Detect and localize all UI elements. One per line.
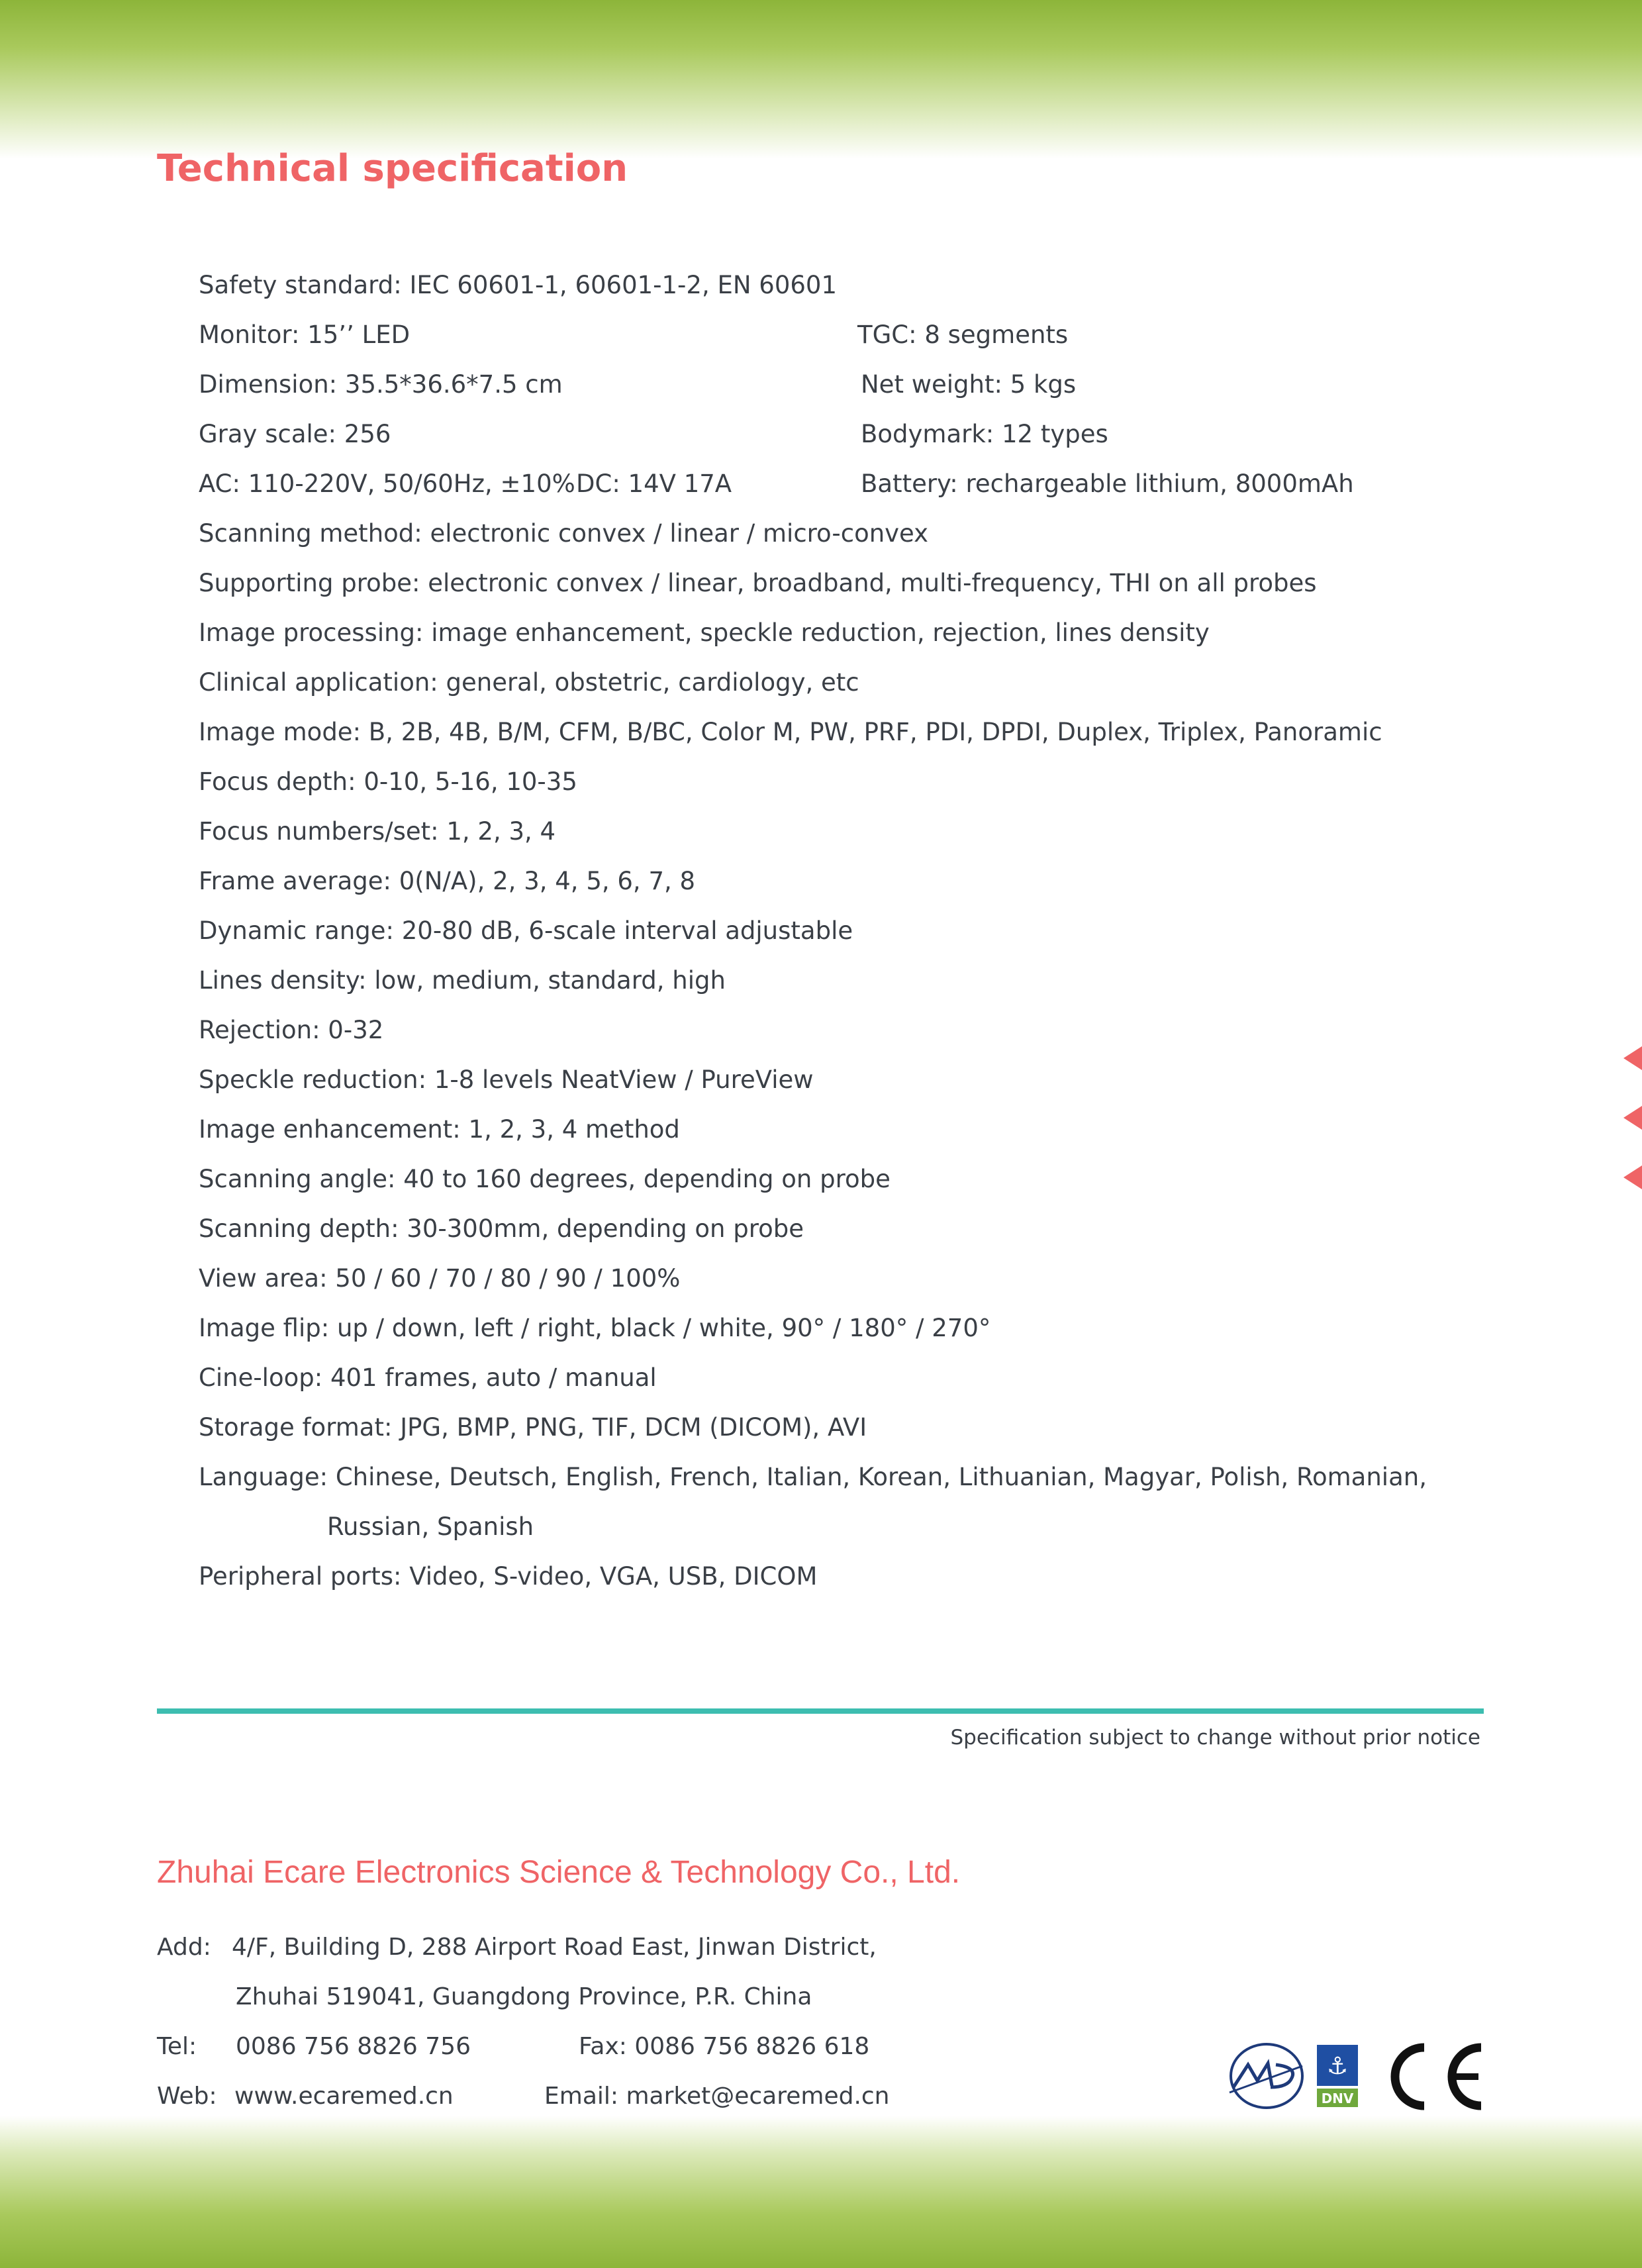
fax-number: Fax: 0086 756 8826 618: [579, 2033, 870, 2060]
tel-number: 0086 756 8826 756: [236, 2033, 471, 2060]
spec-cine-loop: Cine-loop: 401 frames, auto / manual: [199, 1363, 657, 1392]
tel-label: Tel:: [157, 2033, 197, 2060]
spec-scanning-method: Scanning method: electronic convex / linear / micro-convex: [199, 519, 929, 548]
spec-scanning-depth: Scanning depth: 30-300mm, depending on probe: [199, 1214, 804, 1243]
page-title: Technical specification: [157, 147, 628, 190]
spec-net-weight: Net weight: 5 kgs: [861, 370, 1077, 399]
spec-focus-numbers: Focus numbers/set: 1, 2, 3, 4: [199, 817, 556, 846]
address-line-2: Zhuhai 519041, Guangdong Province, P.R. China: [236, 1983, 812, 2010]
spec-image-enhancement: Image enhancement: 1, 2, 3, 4 method: [199, 1115, 680, 1144]
triangle-marker-icon: [1623, 1165, 1642, 1189]
certification-logos: [1228, 2040, 1486, 2112]
spec-gray-scale: Gray scale: 256: [199, 420, 391, 448]
address-line-1: 4/F, Building D, 288 Airport Road East, Jinwan District,: [232, 1934, 877, 1961]
web-link[interactable]: www.ecaremed.cn: [234, 2083, 454, 2110]
spec-image-processing: Image processing: image enhancement, speckle reduction, rejection, lines density: [199, 618, 1210, 647]
divider-rule: [157, 1708, 1484, 1714]
triangle-marker-icon: [1623, 1046, 1642, 1070]
spec-language: Language: Chinese, Deutsch, English, French, Italian, Korean, Lithuanian, Magyar, Polish, Romanian,: [199, 1463, 1427, 1491]
top-green-band: [0, 0, 1642, 159]
spec-image-flip: Image flip: up / down, left / right, black / white, 90° / 180° / 270°: [199, 1314, 991, 1342]
spec-speckle-reduction: Speckle reduction: 1-8 levels NeatView / PureView: [199, 1065, 814, 1094]
spec-peripheral-ports: Peripheral ports: Video, S-video, VGA, USB, DICOM: [199, 1562, 818, 1591]
spec-frame-average: Frame average: 0(N/A), 2, 3, 4, 5, 6, 7, 8: [199, 867, 696, 895]
svg-text:⚓: ⚓: [1326, 2053, 1349, 2080]
spec-storage-format: Storage format: JPG, BMP, PNG, TIF, DCM (DICOM), AVI: [199, 1413, 867, 1442]
dnv-logo-icon: [1317, 2045, 1358, 2107]
spec-lines-density: Lines density: low, medium, standard, high: [199, 966, 726, 995]
spec-battery: Battery: rechargeable lithium, 8000mAh: [861, 469, 1354, 498]
bottom-green-band: [0, 2116, 1642, 2268]
spec-tgc: TGC: 8 segments: [857, 320, 1069, 349]
spec-view-area: View area: 50 / 60 / 70 / 80 / 90 / 100%: [199, 1264, 681, 1293]
change-notice: Specification subject to change without prior notice: [950, 1726, 1480, 1750]
spec-monitor: Monitor: 15’’ LED: [199, 320, 410, 349]
dnv-text: DNV: [1321, 2091, 1354, 2106]
spec-dynamic-range: Dynamic range: 20-80 dB, 6-scale interval adjustable: [199, 916, 853, 945]
spec-ac: AC: 110-220V, 50/60Hz, ±10%: [199, 469, 575, 498]
spec-language-continued: Russian, Spanish: [327, 1512, 534, 1541]
company-name: Zhuhai Ecare Electronics Science & Technology Co., Ltd.: [157, 1855, 961, 1890]
spec-focus-depth: Focus depth: 0-10, 5-16, 10-35: [199, 767, 577, 796]
spec-image-mode: Image mode: B, 2B, 4B, B/M, CFM, B/BC, Color M, PW, PRF, PDI, DPDI, Duplex, Triplex, Panoramic: [199, 718, 1382, 746]
email-link[interactable]: Email: market@ecaremed.cn: [544, 2083, 890, 2110]
spec-dc: DC: 14V 17A: [576, 469, 732, 498]
spec-scanning-angle: Scanning angle: 40 to 160 degrees, depending on probe: [199, 1165, 891, 1193]
spec-dimension: Dimension: 35.5*36.6*7.5 cm: [199, 370, 563, 399]
ce-mark-icon: [1395, 2047, 1481, 2106]
address-label: Add:: [157, 1934, 211, 1961]
certification-logos-graphic: [1228, 2040, 1486, 2112]
spec-safety-standard: Safety standard: IEC 60601-1, 60601-1-2, EN 60601: [199, 271, 837, 299]
spec-bodymark: Bodymark: 12 types: [861, 420, 1108, 448]
md-logo-icon: [1230, 2044, 1302, 2108]
triangle-marker-icon: [1623, 1106, 1642, 1130]
web-label: Web:: [157, 2083, 217, 2110]
spec-supporting-probe: Supporting probe: electronic convex / linear, broadband, multi-frequency, THI on all probes: [199, 569, 1317, 597]
spec-clinical-application: Clinical application: general, obstetric, cardiology, etc: [199, 668, 859, 697]
spec-rejection: Rejection: 0-32: [199, 1016, 384, 1044]
